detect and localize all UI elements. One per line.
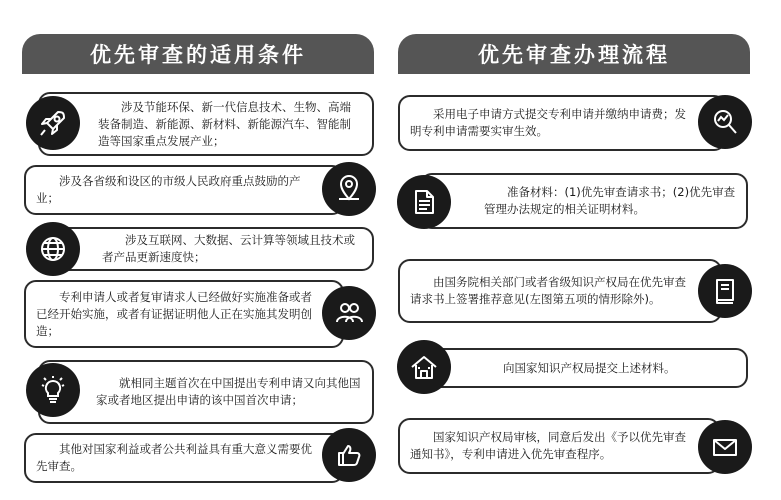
left-item-2 — [24, 165, 344, 215]
left-item-3-text: 涉及互联网、大数据、云计算等领域且技术或者产品更新速度快； — [102, 233, 355, 264]
right-item-5 — [398, 418, 720, 474]
right-item-4-text: 向国家知识产权局提交上述材料。 — [503, 360, 676, 375]
globe-icon — [26, 222, 80, 276]
left-item-2-text: 涉及各省级和设区的市级人民政府重点鼓励的产业； — [36, 174, 301, 205]
location-pin-icon — [322, 162, 376, 216]
right-item-4 — [420, 348, 748, 388]
lightbulb-icon — [26, 363, 80, 417]
right-item-1 — [398, 95, 726, 151]
right-item-2 — [420, 173, 748, 229]
book-icon — [698, 264, 752, 318]
magnifier-chart-icon — [698, 95, 752, 149]
right-item-1-text: 采用电子申请方式提交专利申请并缴纳申请费；发明专利申请需要实审生效。 — [410, 107, 686, 138]
right-item-5-text: 国家知识产权局审核，同意后发出《予以优先审查通知书》，专利申请进入优先审查程序。 — [410, 430, 686, 461]
right-item-3 — [398, 259, 722, 323]
left-item-4 — [24, 280, 344, 348]
left-item-4-text: 专利申请人或者复审请求人已经做好实施准备或者已经开始实施，或者有证据证明他人正在实施其发明创造； — [36, 289, 312, 338]
right-panel-title: 优先审查办理流程 — [398, 34, 750, 74]
document-icon — [397, 175, 451, 229]
people-icon — [322, 286, 376, 340]
left-item-1-text: 涉及节能环保、新一代信息技术、生物、高端装备制造、新能源、新材料、新能源汽车、智能制造等国家重点发展产业； — [98, 99, 351, 148]
left-item-1 — [38, 92, 374, 156]
envelope-icon — [698, 420, 752, 474]
left-item-5-text: 就相同主题首次在中国提出专利申请又向其他国家或者地区提出申请的该中国首次申请； — [96, 376, 361, 407]
left-item-5 — [38, 360, 374, 424]
left-item-6 — [24, 433, 344, 483]
left-item-6-text: 其他对国家利益或者公共利益具有重大意义需要优先审查。 — [36, 442, 312, 473]
thumbs-up-icon — [322, 428, 376, 482]
left-item-3 — [38, 227, 374, 271]
house-icon — [397, 340, 451, 394]
right-item-3-text: 由国务院相关部门或者省级知识产权局在优先审查请求书上签署推荐意见(左图第五项的情形除外)。 — [410, 275, 686, 306]
right-item-2-text: 准备材料：(1)优先审查请求书；(2)优先审查管理办法规定的相关证明材料。 — [484, 185, 736, 216]
left-panel-title: 优先审查的适用条件 — [22, 34, 374, 74]
rocket-icon — [26, 96, 80, 150]
